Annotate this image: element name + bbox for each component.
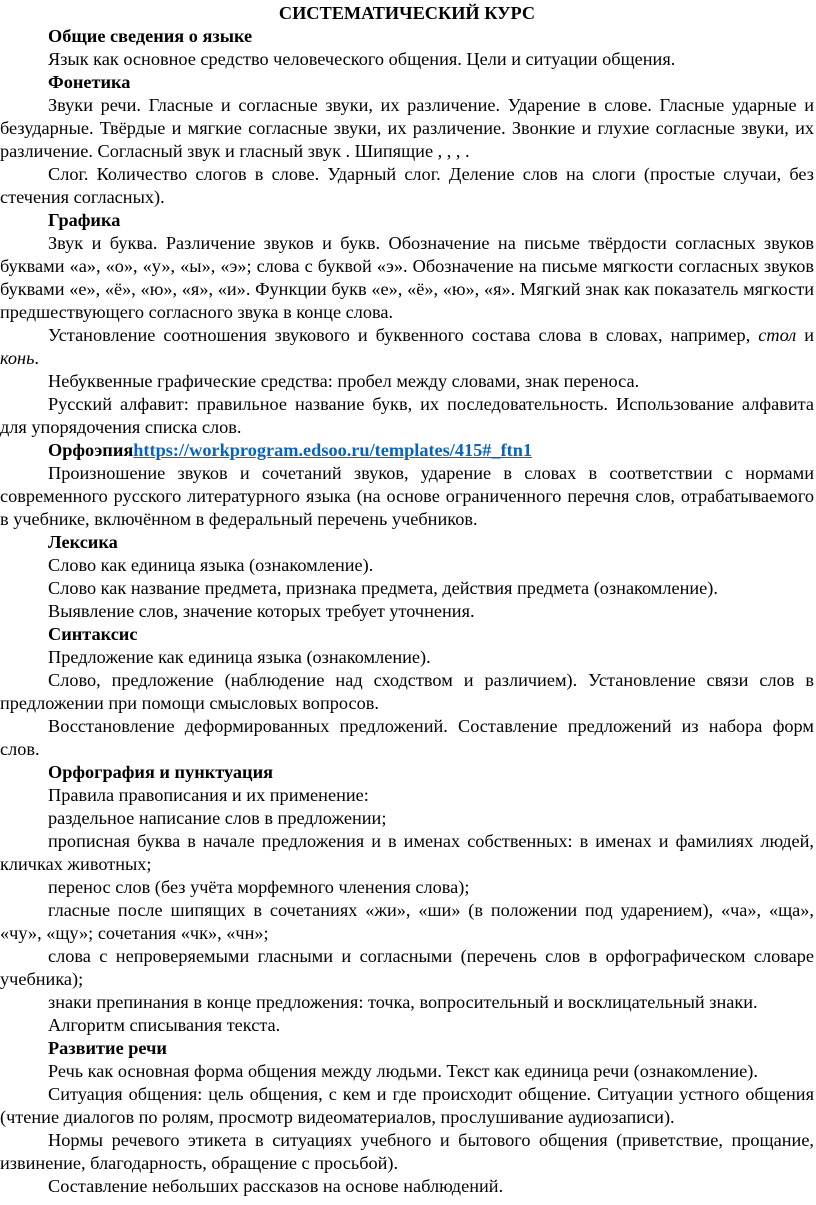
paragraph: Слог. Количество слогов в слове. Ударный слог. Деление слов на слоги (простые случаи, без стечения согласных). [0,164,814,207]
paragraph: прописная буква в начале предложения и в именах собственных: в именах и фамилиях людей, кличках животных; [0,831,814,874]
paragraph: гласные после шипящих в сочетаниях «жи», «ши» (в положении под ударением), «ча», «ща», «чу», «щу»; сочетания «чк», «чн»; [0,900,814,943]
footnote-link[interactable]: https://workprogram.edsoo.ru/templates/415#_ftn1 [133,440,533,460]
heading-orthoepy: Орфоэпия [48,440,134,460]
paragraph: Звуки речи. Гласные и согласные звуки, их различение. Ударение в слове. Гласные ударные и безударные. Твёрдые и мягкие согласные звуки, их различение. Звонкие и глухие согласные звуки, их различение. Согласный звук и гласный звук . Шипящие , , , . [0,95,814,161]
example-word-kon: конь [0,348,35,368]
heading-lexicon: Лексика [48,532,118,552]
paragraph: Слово, предложение (наблюдение над сходством и различием). Установление связи слов в предложении при помощи смысловых вопросов. [0,670,814,713]
paragraph: Речь как основная форма общения между людьми. Текст как единица речи (ознакомление). [48,1061,758,1081]
heading-graphics: Графика [48,210,121,230]
paragraph: Ситуация общения: цель общения, с кем и где происходит общение. Ситуации устного общения (чтение диалогов по ролям, просмотр видеоматериалов, прослушивание аудиозаписи). [0,1084,814,1127]
paragraph: Звук и буква. Различение звуков и букв. Обозначение на письме твёрдости согласных звуков буквами «а», «о», «у», «ы», «э»; слова с буквой «э». Обозначение на письме мягкости согласных звуков буквами «е», «ё», «ю», «я», «и». Функции букв «е», «ё», «ю», «я». Мягкий знак как показатель мягкости предшествующего согласного звука в конце слова. [0,233,814,322]
paragraph: Правила правописания и их применение: [48,785,369,805]
paragraph: раздельное написание слов в предложении; [48,808,387,828]
paragraph-example [0,324,814,370]
heading-general: Общие сведения о языке [48,26,253,46]
paragraph: Небуквенные графические средства: пробел между словами, знак переноса. [48,371,640,391]
example-word-stol: стол [758,325,797,345]
heading-syntax: Синтаксис [48,624,138,644]
paragraph-text: Установление соотношения звукового и буквенного состава слова в словах, например, [48,325,759,345]
heading-speech: Развитие речи [48,1038,167,1058]
paragraph: Выявление слов, значение которых требует уточнения. [48,601,475,621]
paragraph: Слово как единица языка (ознакомление). [48,555,374,575]
paragraph: Слово как название предмета, признака предмета, действия предмета (ознакомление). [48,578,718,598]
paragraph: Предложение как единица языка (ознакомление). [48,647,431,667]
paragraph: слова с непроверяемыми гласными и согласными (перечень слов в орфографическом словаре учебника); [0,946,814,989]
conjunction: и [796,325,815,345]
heading-phonetics: Фонетика [48,72,131,92]
paragraph: Составление небольших рассказов на основе наблюдений. [48,1176,504,1196]
paragraph: Нормы речевого этикета в ситуациях учебного и бытового общения (приветствие, прощание, извинение, благодарность, обращение с просьбой). [0,1130,814,1173]
paragraph: Произношение звуков и сочетаний звуков, ударение в словах в соответствии с нормами современного русского литературного языка (на основе ограниченного перечня слов, отрабатываемого в учебнике, включённом в федеральный перечень учебников. [0,463,814,529]
paragraph: Алгоритм списывания текста. [48,1015,281,1035]
document-title: СИСТЕМАТИЧЕСКИЙ КУРС [278,3,536,23]
paragraph: перенос слов (без учёта морфемного членения слова); [48,877,470,897]
paragraph: Русский алфавит: правильное название букв, их последовательность. Использование алфавита для упорядочения списка слов. [0,394,814,437]
heading-orthoepy-line [0,439,814,462]
paragraph: Язык как основное средство человеческого общения. Цели и ситуации общения. [48,49,676,69]
heading-orthography: Орфография и пунктуация [48,762,274,782]
period: . [34,348,39,368]
paragraph: знаки препинания в конце предложения: точка, вопросительный и восклицательный знаки. [48,992,758,1012]
paragraph: Восстановление деформированных предложений. Составление предложений из набора форм слов. [0,716,814,759]
